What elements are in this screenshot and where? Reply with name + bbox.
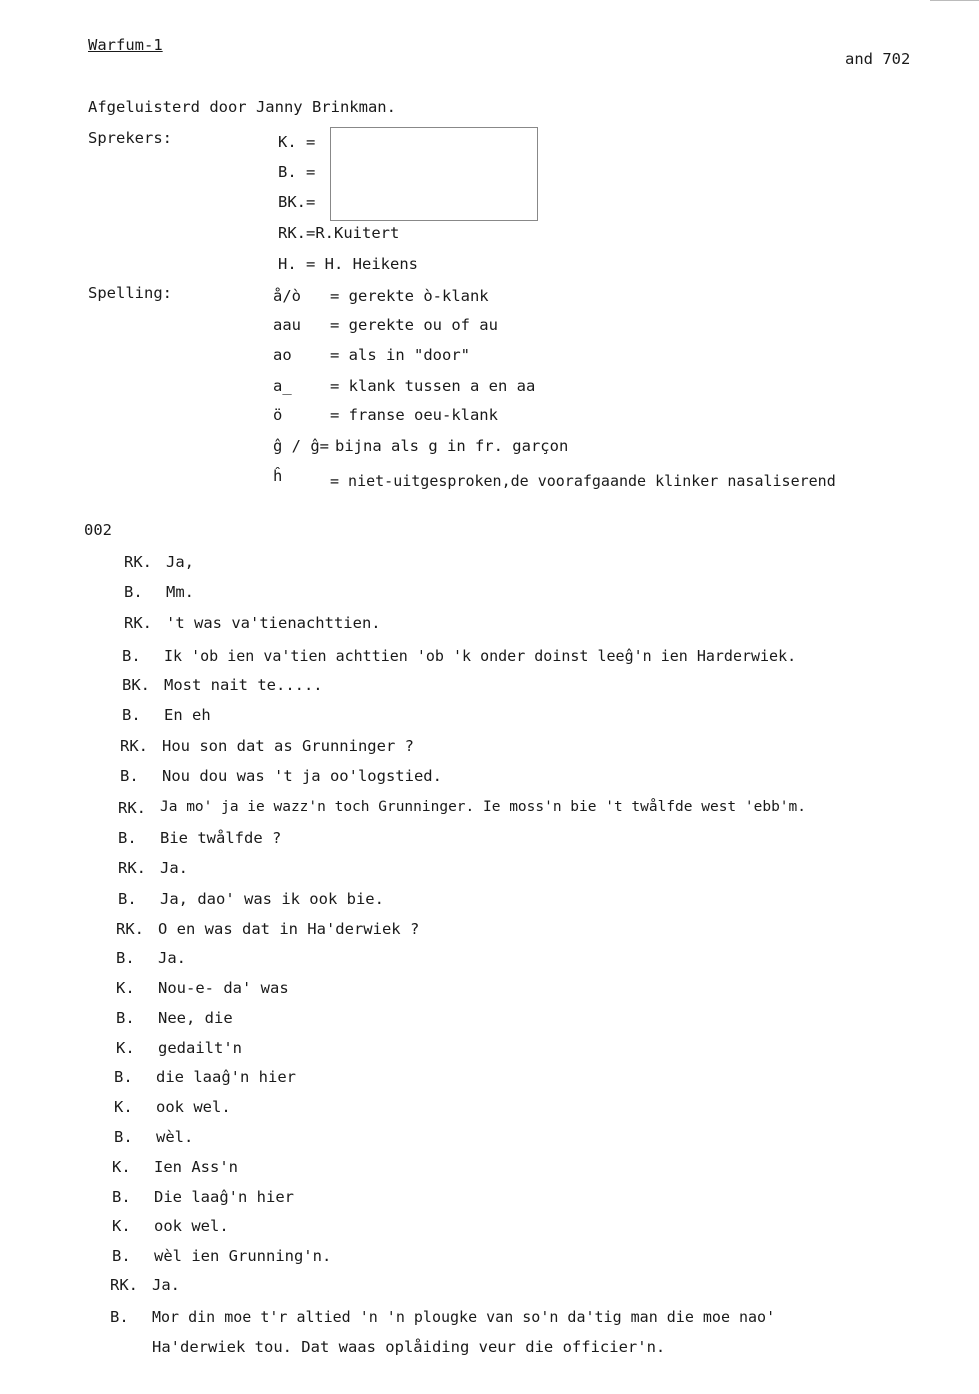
transcript-text: gedailt'n	[158, 1039, 242, 1057]
spelling-definition: = gerekte ò-klank	[330, 287, 489, 305]
transcript-speaker: B.	[122, 706, 141, 724]
transcript-text: Ja mo' ja ie wazz'n toch Grunninger. Ie moss'n bie 't twålfde west 'ebb'm.	[160, 799, 807, 815]
transcript-text: Ja.	[158, 949, 186, 967]
transcript-speaker: B.	[124, 583, 143, 601]
transcript-text: Mor din moe t'r altied 'n 'n plougke van so'n da'tig man die moe nao'	[152, 1308, 776, 1326]
spelling-symbol: ĥ	[273, 467, 283, 485]
transcript-text: ook wel.	[156, 1098, 231, 1116]
section-number: 002	[84, 521, 112, 539]
spelling-definition: = franse oeu-klank	[330, 406, 498, 424]
spelling-definition: = gerekte ou of au	[330, 316, 498, 334]
transcript-speaker: B.	[112, 1188, 131, 1206]
transcript-text: Ja.	[152, 1276, 180, 1294]
transcript-text: Ien Ass'n	[154, 1158, 238, 1176]
transcript-text: die laaĝ'n hier	[156, 1068, 296, 1086]
transcript-text: Hou son dat as Grunninger ?	[162, 737, 414, 755]
spelling-definition: = klank tussen a en aa	[330, 377, 536, 395]
spelling-symbol: a̲	[273, 377, 292, 395]
transcript-speaker: RK.	[118, 799, 146, 817]
transcript-speaker: B.	[118, 829, 137, 847]
transcript-speaker: RK.	[116, 920, 144, 938]
spelling-symbol: ao	[273, 346, 292, 364]
transcript-text: 't was va'tienachttien.	[166, 614, 381, 632]
transcript-speaker: K.	[116, 1039, 135, 1057]
transcript-speaker: K.	[116, 979, 135, 997]
transcript-speaker: B.	[116, 949, 135, 967]
transcript-text: wèl.	[156, 1128, 194, 1146]
speaker-key: B. =	[278, 163, 316, 181]
spelling-definition: bijna als g in fr. garçon	[335, 437, 569, 455]
transcript-speaker: B.	[114, 1128, 133, 1146]
spelling-symbol: å/ò	[273, 287, 301, 305]
spelling-definition: = als in "door"	[330, 346, 470, 364]
transcript-speaker: RK.	[110, 1276, 138, 1294]
transcript-text: Ha'derwiek tou. Dat waas oplåiding veur die officier'n.	[152, 1338, 666, 1356]
transcript-speaker: B.	[112, 1247, 131, 1265]
transcript-text: Most nait te.....	[164, 676, 323, 694]
speaker-key: BK.=	[278, 193, 316, 211]
redacted-box	[330, 127, 538, 221]
spelling-symbol: ĝ / ĝ=	[273, 437, 329, 455]
transcript-speaker: K.	[112, 1217, 131, 1235]
transcript-speaker: B.	[118, 890, 137, 908]
transcript-speaker: B.	[114, 1068, 133, 1086]
transcript-text: En eh	[164, 706, 211, 724]
transcript-text: Die laaĝ'n hier	[154, 1188, 294, 1206]
transcript-text: Mm.	[166, 583, 194, 601]
transcript-text: wèl ien Grunning'n.	[154, 1247, 332, 1265]
transcript-speaker: B.	[110, 1308, 129, 1326]
transcript-text: Ja.	[160, 859, 188, 877]
spelling-label: Spelling:	[88, 284, 172, 302]
scan-edge-line	[930, 0, 979, 1]
spelling-definition: = niet-uitgesproken,de voorafgaande klinker nasaliserend	[330, 472, 836, 490]
speaker-key: K. =	[278, 133, 316, 151]
transcript-text: Nou-e- da' was	[158, 979, 289, 997]
listened-by-line: Afgeluisterd door Janny Brinkman.	[88, 98, 396, 116]
transcript-text: Nee, die	[158, 1009, 233, 1027]
speaker-key: H. = H. Heikens	[278, 255, 418, 273]
transcript-text: O en was dat in Ha'derwiek ?	[158, 920, 420, 938]
transcript-speaker: RK.	[124, 614, 152, 632]
speakers-label: Sprekers:	[88, 129, 172, 147]
page-reference: and 702	[845, 50, 911, 68]
document-title: Warfum-1	[88, 36, 163, 54]
transcript-speaker: B.	[120, 767, 139, 785]
transcript-speaker: K.	[112, 1158, 131, 1176]
transcript-text: Ik 'ob ien va'tien achttien 'ob 'k onder doinst leeĝ'n ien Harderwiek.	[164, 647, 797, 665]
transcript-speaker: K.	[114, 1098, 133, 1116]
transcript-text: ook wel.	[154, 1217, 229, 1235]
transcript-speaker: BK.	[122, 676, 150, 694]
transcript-speaker: RK.	[120, 737, 148, 755]
transcript-text: Ja, dao' was ik ook bie.	[160, 890, 384, 908]
spelling-symbol: aau	[273, 316, 301, 334]
transcript-text: Nou dou was 't ja oo'logstied.	[162, 767, 442, 785]
transcript-speaker: B.	[116, 1009, 135, 1027]
transcript-text: Bie twålfde ?	[160, 829, 282, 847]
transcript-speaker: RK.	[124, 553, 152, 571]
transcript-speaker: RK.	[118, 859, 146, 877]
transcript-speaker: B.	[122, 647, 141, 665]
transcript-text: Ja,	[166, 553, 194, 571]
speaker-key: RK.=R.Kuitert	[278, 224, 400, 242]
spelling-symbol: ö	[273, 406, 283, 424]
